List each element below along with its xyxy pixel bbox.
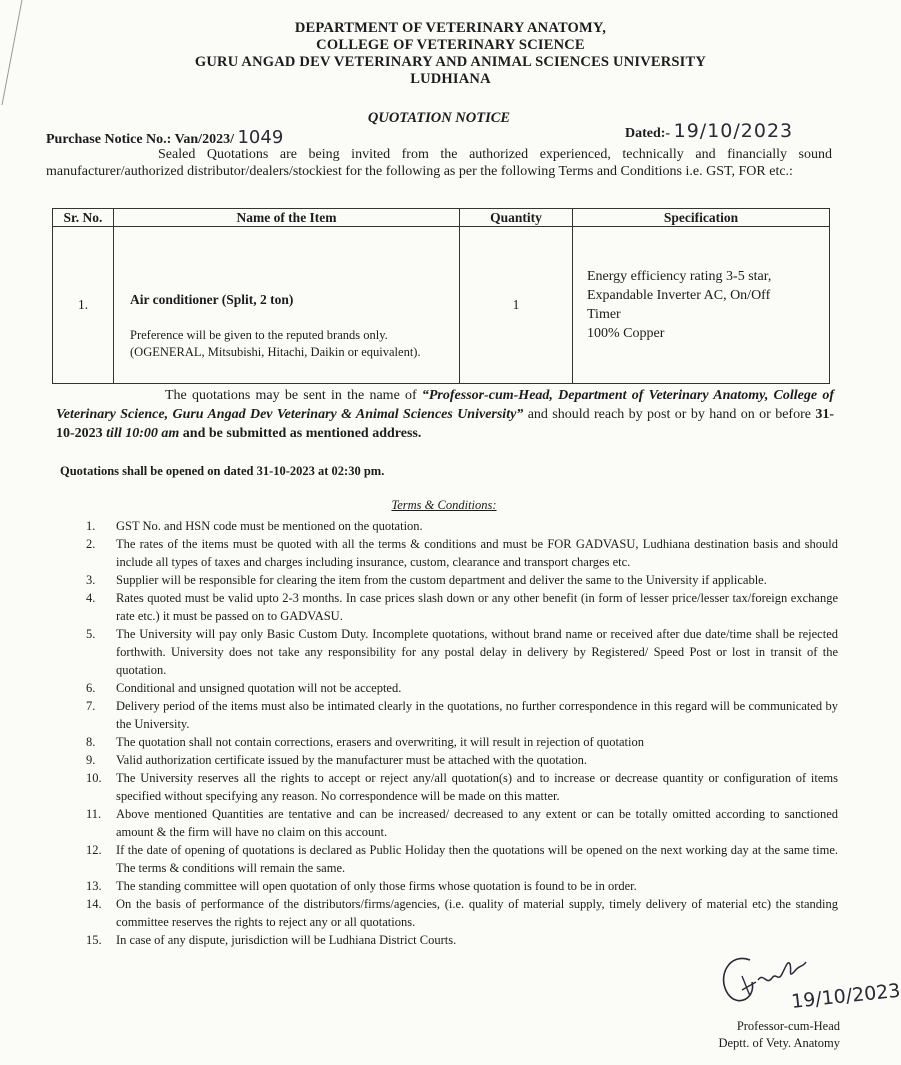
term-text: Delivery period of the items must also be intimated clearly in the quotations, no further correspondence in this regard will be communicated by the University. bbox=[116, 699, 838, 731]
term-number: 15. bbox=[86, 933, 102, 947]
dated-row bbox=[625, 120, 793, 142]
term-number: 4. bbox=[86, 591, 96, 605]
spec-line: Expandable Inverter AC, On/Off bbox=[587, 288, 771, 303]
term-number: 2. bbox=[86, 537, 96, 551]
list-item bbox=[86, 535, 838, 571]
purchase-notice-label: Purchase Notice No.: Van/2023/ bbox=[46, 132, 234, 147]
list-item bbox=[86, 733, 838, 751]
list-item bbox=[86, 877, 838, 895]
terms-heading: Terms & Conditions: bbox=[391, 498, 497, 512]
header-line-3: GURU ANGAD DEV VETERINARY AND ANIMAL SCIENCES UNIVERSITY bbox=[194, 54, 707, 70]
terms-list bbox=[86, 517, 838, 949]
table-row bbox=[53, 227, 830, 384]
col-quantity: Quantity bbox=[460, 209, 573, 227]
dated-value: 19/10/2023 bbox=[673, 120, 794, 142]
signature-date: 19/10/2023 bbox=[790, 979, 901, 1013]
opening-note: Quotations shall be opened on dated 31-10-2023 at 02:30 pm. bbox=[60, 464, 385, 478]
term-number: 11. bbox=[86, 807, 102, 821]
signatory-department: Deptt. of Vety. Anatomy bbox=[718, 1036, 840, 1050]
due-time: till 10:00 am bbox=[102, 426, 180, 441]
term-text: The University reserves all the rights to accept or reject any/all quotation(s) and to increase or decrease quantity or configuration of items specified without specifying any reason. No correspondence will be made on this matter. bbox=[116, 771, 838, 803]
letterhead bbox=[0, 20, 901, 88]
intro-paragraph bbox=[46, 146, 832, 180]
row-quantity: 1 bbox=[460, 227, 573, 384]
term-number: 10. bbox=[86, 771, 102, 785]
term-text: GST No. and HSN code must be mentioned on the quotation. bbox=[116, 519, 423, 533]
term-number: 8. bbox=[86, 735, 96, 749]
term-number: 1. bbox=[86, 519, 96, 533]
term-text: Supplier will be responsible for clearing the item from the custom department and deliver the same to the University if applicable. bbox=[116, 573, 767, 587]
spec-line: Energy efficiency rating 3-5 star, bbox=[587, 269, 772, 284]
header-line-2: COLLEGE OF VETERINARY SCIENCE bbox=[316, 37, 585, 53]
list-item bbox=[86, 751, 838, 769]
term-text: Valid authorization certificate issued by the manufacturer must be attached with the quotation. bbox=[116, 753, 588, 767]
list-item bbox=[86, 571, 838, 589]
term-number: 13. bbox=[86, 879, 102, 893]
list-item bbox=[86, 625, 838, 679]
list-item bbox=[86, 805, 838, 841]
term-text: In case of any dispute, jurisdiction will be Ludhiana District Courts. bbox=[116, 933, 457, 947]
due-date: 31-10-2023 bbox=[56, 407, 835, 441]
col-item-name: Name of the Item bbox=[114, 209, 460, 227]
send-text-1: The quotations may be sent in the name of bbox=[165, 388, 422, 403]
item-title: Air conditioner (Split, 2 ton) bbox=[130, 291, 294, 307]
row-specification bbox=[573, 227, 830, 384]
col-specification: Specification bbox=[573, 209, 830, 227]
list-item bbox=[86, 895, 838, 931]
addressee: “Professor-cum-Head, Department of Veterinary Anatomy, College of Veterinary Science, Guru Angad Dev Veterinary & Animal Sciences University” bbox=[56, 388, 834, 422]
item-note: Preference will be given to the reputed brands only. (OGENERAL, Mitsubishi, Hitachi, Daikin or equivalent). bbox=[130, 327, 421, 359]
list-item bbox=[86, 679, 838, 697]
submission-paragraph bbox=[56, 386, 834, 443]
term-number: 6. bbox=[86, 681, 96, 695]
row-item bbox=[114, 227, 460, 384]
term-number: 7. bbox=[86, 699, 96, 713]
send-text-6: and be submitted as mentioned address. bbox=[179, 426, 422, 441]
items-table-header bbox=[53, 209, 830, 227]
term-text: Above mentioned Quantities are tentative and can be increased/ decreased to any extent or can be totally omitted according to sanctioned amount & the firm will have no claim on this account. bbox=[116, 807, 838, 839]
items-table bbox=[52, 208, 830, 384]
term-text: Rates quoted must be valid upto 2-3 months. In case prices slash down or any other benefit (in form of lesser price/lesser tax/foreign exchange rate etc.) it must be passed on to GADVASU. bbox=[116, 591, 838, 623]
intro-text: Sealed Quotations are being invited from the authorized experienced, technically and financially sound manufacturer/authorized distributor/dealers/stockiest for the following as per the following Terms and Conditions i.e. GST, FOR etc.: bbox=[46, 147, 832, 179]
term-number: 12. bbox=[86, 843, 102, 857]
term-text: On the basis of performance of the distributors/firms/agencies, (i.e. quality of material supply, timely delivery of material etc) the standing committee reserves the rights to reject any or all quotations. bbox=[116, 897, 838, 929]
handwritten-signature bbox=[712, 946, 901, 1016]
dated-label: Dated:- bbox=[625, 126, 671, 141]
list-item bbox=[86, 589, 838, 625]
list-item bbox=[86, 697, 838, 733]
spec-line: Timer bbox=[587, 307, 621, 322]
term-number: 14. bbox=[86, 897, 102, 911]
notice-title: QUOTATION NOTICE bbox=[367, 110, 511, 126]
header-line-1: DEPARTMENT OF VETERINARY ANATOMY, bbox=[294, 20, 607, 36]
purchase-notice-number: 1049 bbox=[237, 127, 284, 148]
term-number: 5. bbox=[86, 627, 96, 641]
term-text: The rates of the items must be quoted with all the terms & conditions and must be FOR GADVASU, Ludhiana destination basis and should include all types of taxes and charges including insurance, custom, clearance and transport charges etc. bbox=[116, 537, 838, 569]
term-text: The University will pay only Basic Custom Duty. Incomplete quotations, without brand name or received after due date/time shall be rejected forthwith. University does not take any responsibility for any postal delay in delivery by Registered/ Speed Post or lost in transit of the quotation. bbox=[116, 627, 838, 677]
list-item bbox=[86, 769, 838, 805]
term-text: The standing committee will open quotation of only those firms whose quotation is found to be in order. bbox=[116, 879, 637, 893]
term-text: If the date of opening of quotations is declared as Public Holiday then the quotations will be opened on the next working day at the same time. The terms & conditions will remain the same. bbox=[116, 843, 838, 875]
list-item bbox=[86, 841, 838, 877]
row-sr-no: 1. bbox=[53, 227, 114, 384]
header-line-4: LUDHIANA bbox=[410, 71, 491, 87]
spec-line: 100% Copper bbox=[587, 326, 665, 341]
term-number: 9. bbox=[86, 753, 96, 767]
send-text-3: and should reach by post or by hand on or before bbox=[523, 407, 816, 422]
col-sr-no: Sr. No. bbox=[53, 209, 114, 227]
term-number: 3. bbox=[86, 573, 96, 587]
signatory-block bbox=[700, 1018, 840, 1052]
list-item bbox=[86, 517, 838, 535]
signatory-title: Professor-cum-Head bbox=[736, 1019, 840, 1033]
term-text: Conditional and unsigned quotation will not be accepted. bbox=[116, 681, 402, 695]
term-text: The quotation shall not contain corrections, erasers and overwriting, it will result in rejection of quotation bbox=[116, 735, 644, 749]
